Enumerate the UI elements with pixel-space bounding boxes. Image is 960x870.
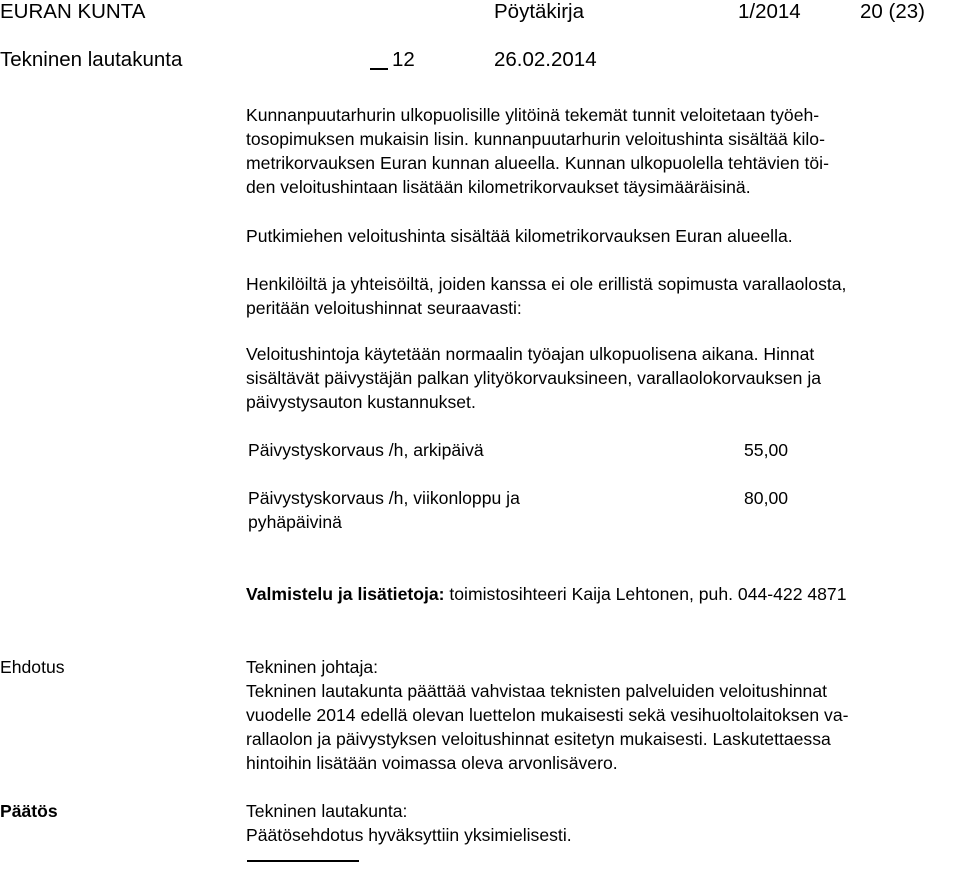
body-line: tosopimuksen mukaisin lisin. kunnanpuutarhurin veloitushinta sisältää kilo-	[246, 129, 825, 149]
proposal-line: rallaolon ja päivystyksen veloitushinnat esitetyn mukaisesti. Laskutettaessa	[246, 729, 831, 749]
decision-line: Päätösehdotus hyväksyttiin yksimielisesti.	[246, 825, 572, 845]
body-line: Putkimiehen veloitushinta sisältää kilometrikorvauksen Euran alueella.	[246, 226, 793, 246]
proposal-label: Ehdotus	[0, 657, 65, 677]
closing-rule	[247, 860, 359, 862]
document-type: Pöytäkirja	[494, 0, 585, 23]
body-line: den veloitushintaan lisätään kilometrikorvaukset täysimääräisinä.	[246, 177, 751, 197]
body-line: sisältävät päivystäjän palkan ylityökorvauksineen, varallaolokorvauksen ja	[246, 368, 822, 388]
rate-label: Päivystyskorvaus /h, viikonloppu ja	[248, 488, 520, 508]
body-line: Henkilöiltä ja yhteisöiltä, joiden kanssa ei ole erillistä sopimusta varallaolosta,	[246, 274, 847, 294]
decision-line: Tekninen lautakunta:	[246, 801, 408, 821]
municipality-name: EURAN KUNTA	[0, 0, 146, 23]
decision-label: Päätös	[0, 801, 58, 821]
preparation-line	[246, 582, 847, 606]
preparation-label: Valmistelu ja lisätietoja:	[246, 584, 445, 604]
rate-value: 55,00	[744, 440, 789, 460]
proposal-line: hintoihin lisätään voimassa oleva arvonlisävero.	[246, 753, 618, 773]
body-line: peritään veloitushinnat seuraavasti:	[246, 298, 522, 318]
proposal-line: Tekninen lautakunta päättää vahvistaa teknisten palveluiden veloitushinnat	[246, 681, 827, 701]
page-number: 20 (23)	[860, 0, 925, 23]
rate-value: 80,00	[744, 488, 789, 508]
body-line: metrikorvauksen Euran kunnan alueella. Kunnan ulkopuolella tehtävien töi-	[246, 153, 829, 173]
section-number: 12	[392, 48, 415, 71]
body-line: Veloitushintoja käytetään normaalin työajan ulkopuolisena aikana. Hinnat	[246, 344, 815, 364]
proposal-line: vuodelle 2014 edellä olevan luettelon mukaisesti sekä vesihuoltolaitoksen va-	[246, 705, 849, 725]
committee-name: Tekninen lautakunta	[0, 48, 183, 71]
rate-label: Päivystyskorvaus /h, arkipäivä	[248, 440, 484, 460]
minutes-number: 1/2014	[738, 0, 801, 23]
body-line: päivystysauton kustannukset.	[246, 392, 476, 412]
rate-label: pyhäpäivinä	[248, 512, 342, 532]
meeting-date: 26.02.2014	[494, 48, 597, 71]
proposal-line: Tekninen johtaja:	[246, 657, 379, 677]
section-sign-icon	[370, 48, 388, 72]
body-line: Kunnanpuutarhurin ulkopuolisille ylitöinä tekemät tunnit veloitetaan työeh-	[246, 105, 820, 125]
preparation-contact: toimistosihteeri Kaija Lehtonen, puh. 044-422 4871	[444, 584, 847, 604]
